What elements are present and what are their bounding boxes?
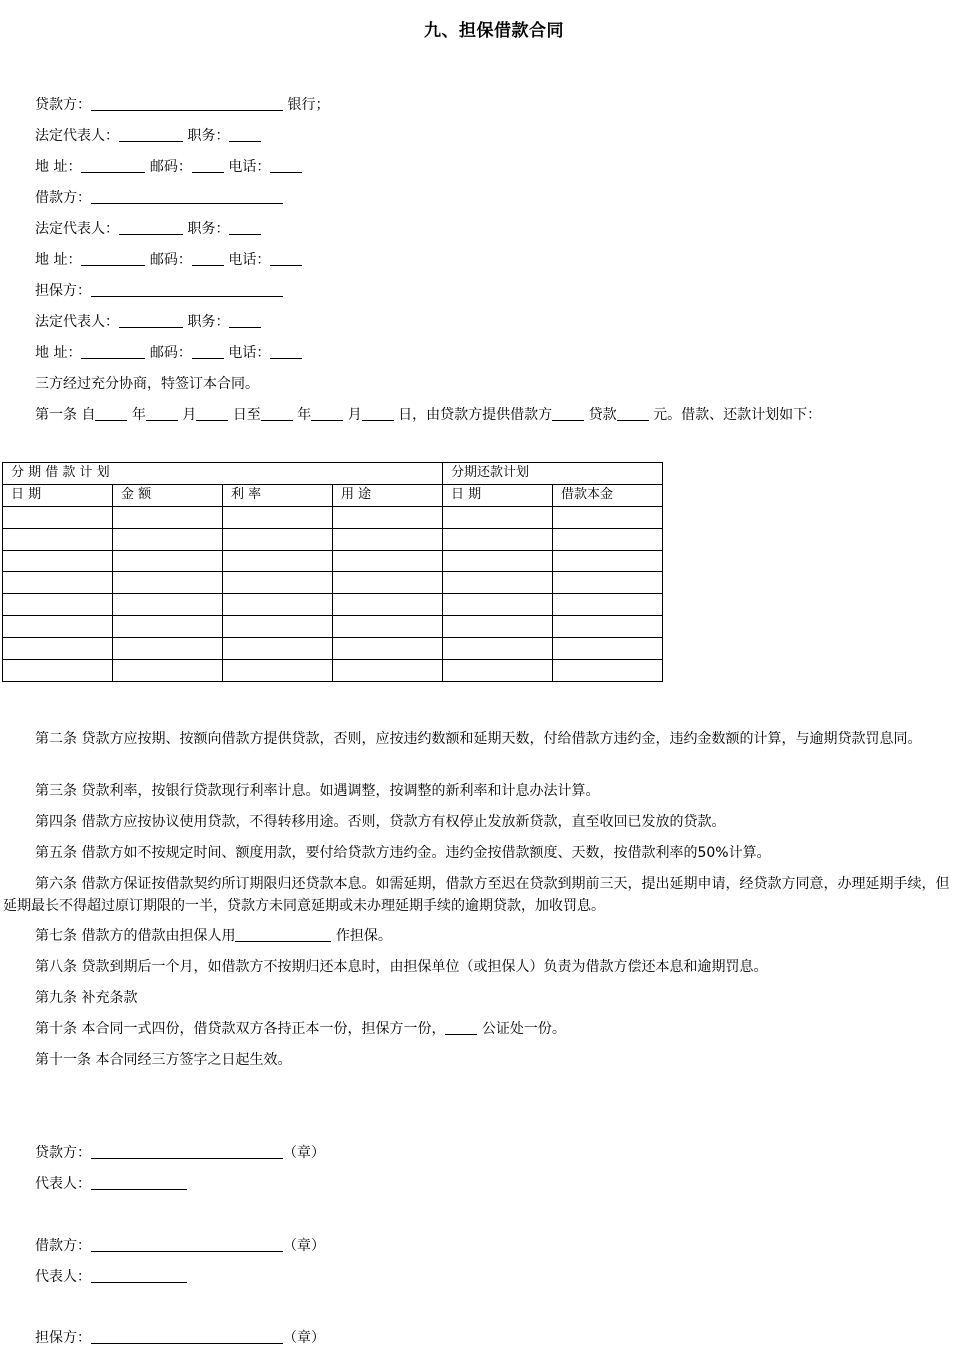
phone-blank — [270, 250, 302, 266]
lender-address-line — [35, 157, 302, 177]
loan-schedule-table — [2, 462, 663, 682]
legal-rep-blank — [119, 219, 183, 235]
position-label: 职务： — [187, 128, 230, 144]
guarantor-blank — [91, 281, 283, 297]
group-header-repay-plan: 分期还款计划 — [443, 463, 663, 485]
seal-label: （章） — [283, 1145, 325, 1161]
table-row — [3, 528, 663, 550]
table-row — [3, 572, 663, 594]
table-cell — [113, 660, 223, 682]
blank — [146, 405, 178, 421]
table-cell — [113, 594, 223, 616]
table-column-header-row — [3, 484, 663, 506]
legal-rep-blank — [119, 126, 183, 142]
address-blank — [81, 250, 145, 266]
phone-blank — [270, 157, 302, 173]
bank-suffix: 银行； — [287, 97, 330, 113]
address-label: 地 址： — [35, 252, 82, 268]
group-header-borrow-plan: 分 期 借 款 计 划 — [3, 463, 443, 485]
table-cell — [113, 638, 223, 660]
clause-11: 第十一条 本合同经三方签字之日起生效。 — [35, 1052, 292, 1068]
lender-label: 贷款方： — [35, 97, 91, 113]
intro-text: 三方经过充分协商，特签订本合同。 — [35, 376, 259, 392]
page-title: 九、担保借款合同 — [424, 21, 564, 41]
table-cell — [553, 506, 663, 528]
table-row — [3, 506, 663, 528]
column-header: 用 途 — [333, 484, 443, 506]
column-header: 日 期 — [443, 484, 553, 506]
table-cell — [443, 638, 553, 660]
table-cell — [553, 572, 663, 594]
position-label: 职务： — [187, 314, 230, 330]
year-label: 年 — [297, 407, 312, 423]
address-blank — [81, 343, 145, 359]
signature-blank — [91, 1174, 187, 1190]
guarantor-label: 担保方： — [35, 283, 91, 299]
legal-rep-blank — [119, 312, 183, 328]
table-cell — [333, 550, 443, 572]
lender-sign-label: 贷款方： — [35, 1145, 91, 1161]
table-cell — [333, 528, 443, 550]
borrower-rep-line — [35, 219, 261, 239]
table-cell — [113, 616, 223, 638]
table-cell — [3, 572, 113, 594]
notary-blank — [445, 1019, 477, 1035]
clause-1 — [35, 405, 821, 425]
representative-label: 代表人： — [35, 1269, 91, 1285]
table-cell — [553, 550, 663, 572]
table-cell — [3, 660, 113, 682]
clause-1-head: 第一条 自 — [35, 407, 96, 423]
borrower-line — [35, 188, 283, 208]
phone-blank — [270, 343, 302, 359]
table-cell — [223, 616, 333, 638]
table-row — [3, 660, 663, 682]
day-to-label: 日至 — [232, 407, 261, 423]
table-group-header-row — [3, 463, 663, 485]
lender-signature-line — [35, 1143, 325, 1163]
clause-2: 第二条 贷款方应按期、按额向借款方提供贷款，否则，应按违约数额和延期天数，付给借款方违约金，违约金数额的计算，与逾期贷款罚息同。 — [35, 731, 922, 747]
clause-8: 第八条 贷款到期后一个月，如借款方不按期归还本息时，由担保单位（或担保人）负责为借款方偿还本息和逾期罚息。 — [35, 959, 768, 975]
column-header: 利 率 — [223, 484, 333, 506]
month-label: 月 — [347, 407, 362, 423]
collateral-blank — [235, 926, 331, 942]
table-cell — [443, 660, 553, 682]
table-cell — [443, 594, 553, 616]
borrower-address-line — [35, 250, 302, 270]
year-label: 年 — [131, 407, 146, 423]
clause-3: 第三条 贷款利率，按银行贷款现行利率计息。如遇调整，按调整的新利率和计息办法计算。 — [35, 783, 600, 799]
signature-blank — [91, 1236, 283, 1252]
zip-blank — [192, 250, 224, 266]
borrower-rep-signature-line — [35, 1267, 187, 1287]
borrower-label: 借款方： — [35, 190, 91, 206]
blank — [261, 405, 293, 421]
seal-label: （章） — [283, 1330, 325, 1346]
representative-label: 代表人： — [35, 1176, 91, 1192]
clause-7-tail: 作担保。 — [335, 928, 392, 944]
table-cell — [113, 506, 223, 528]
signature-blank — [91, 1328, 283, 1344]
clause-10-tail: 公证处一份。 — [481, 1021, 566, 1037]
legal-rep-label: 法定代表人： — [35, 128, 119, 144]
table-cell — [443, 572, 553, 594]
yuan-label: 元。借款、还款计划如下： — [653, 407, 822, 423]
lender-rep-line — [35, 126, 261, 146]
column-header: 日 期 — [3, 484, 113, 506]
table-cell — [333, 616, 443, 638]
table-cell — [333, 572, 443, 594]
table-cell — [443, 528, 553, 550]
table-cell — [223, 594, 333, 616]
table-cell — [3, 528, 113, 550]
address-label: 地 址： — [35, 159, 82, 175]
table-cell — [3, 506, 113, 528]
table-cell — [553, 528, 663, 550]
position-blank — [229, 312, 261, 328]
guarantor-sign-label: 担保方： — [35, 1330, 91, 1346]
clause-6: 第六条 借款方保证按借款契约所订期限归还贷款本息。如需延期，借款方至迟在贷款到期前三天，提出延期申请，经贷款方同意，办理延期手续，但延期最长不得超过原订期限的一半，贷款方未同意延期或未办理延期手续的逾期贷款，加收罚息。 — [3, 876, 950, 914]
table-cell — [113, 572, 223, 594]
guarantor-rep-line — [35, 312, 261, 332]
table-cell — [113, 550, 223, 572]
table-row — [3, 550, 663, 572]
clause-10-head: 第十条 本合同一式四份，借贷款双方各持正本一份，担保方一份， — [35, 1021, 446, 1037]
table-cell — [443, 550, 553, 572]
clause-7-head: 第七条 借款方的借款由担保人用 — [35, 928, 236, 944]
column-header: 金 额 — [113, 484, 223, 506]
blank — [196, 405, 228, 421]
borrower-blank — [91, 188, 283, 204]
zip-label: 邮码： — [149, 159, 192, 175]
column-header: 借款本金 — [553, 484, 663, 506]
table-cell — [553, 594, 663, 616]
table-cell — [333, 660, 443, 682]
table-cell — [333, 594, 443, 616]
address-blank — [81, 157, 145, 173]
blank — [95, 405, 127, 421]
blank — [617, 405, 649, 421]
lender-rep-signature-line — [35, 1174, 187, 1194]
zip-label: 邮码： — [149, 252, 192, 268]
table-row — [3, 594, 663, 616]
table-cell — [3, 594, 113, 616]
position-blank — [229, 219, 261, 235]
blank — [362, 405, 394, 421]
table-row — [3, 638, 663, 660]
table-cell — [3, 638, 113, 660]
table-cell — [333, 638, 443, 660]
zip-label: 邮码： — [149, 345, 192, 361]
clause-5: 第五条 借款方如不按规定时间、额度用款，要付给贷款方违约金。违约金按借款额度、天数，按借款利率的50%计算。 — [35, 845, 771, 861]
borrower-signature-line — [35, 1236, 325, 1256]
clause-4: 第四条 借款方应按协议使用贷款，不得转移用途。否则，贷款方有权停止发放新贷款，直至收回已发放的贷款。 — [35, 814, 726, 830]
table-cell — [223, 572, 333, 594]
zip-blank — [192, 157, 224, 173]
clause-10 — [35, 1019, 566, 1039]
guarantor-signature-line — [35, 1328, 325, 1348]
phone-label: 电话： — [228, 252, 271, 268]
lender-line — [35, 95, 329, 115]
blank — [552, 405, 584, 421]
table-cell — [223, 506, 333, 528]
blank — [311, 405, 343, 421]
guarantor-line — [35, 281, 283, 301]
loan-label: 贷款 — [588, 407, 617, 423]
zip-blank — [192, 343, 224, 359]
borrower-sign-label: 借款方： — [35, 1238, 91, 1254]
table-cell — [443, 616, 553, 638]
table-cell — [553, 660, 663, 682]
table-cell — [223, 528, 333, 550]
clause-7 — [35, 926, 392, 946]
address-label: 地 址： — [35, 345, 82, 361]
table-cell — [553, 616, 663, 638]
table-cell — [333, 506, 443, 528]
table-cell — [443, 506, 553, 528]
position-blank — [229, 126, 261, 142]
table-cell — [223, 660, 333, 682]
position-label: 职务： — [187, 221, 230, 237]
table-row — [3, 616, 663, 638]
table-cell — [553, 638, 663, 660]
month-label: 月 — [182, 407, 197, 423]
day-label: 日，由贷款方提供借款方 — [398, 407, 553, 423]
lender-blank — [91, 95, 283, 111]
signature-blank — [91, 1143, 283, 1159]
table-cell — [113, 528, 223, 550]
table-cell — [223, 550, 333, 572]
phone-label: 电话： — [228, 345, 271, 361]
clause-9: 第九条 补充条款 — [35, 990, 138, 1006]
table-cell — [223, 638, 333, 660]
phone-label: 电话： — [228, 159, 271, 175]
seal-label: （章） — [283, 1238, 325, 1254]
guarantor-address-line — [35, 343, 302, 363]
table-cell — [3, 550, 113, 572]
table-cell — [3, 616, 113, 638]
legal-rep-label: 法定代表人： — [35, 221, 119, 237]
signature-blank — [91, 1267, 187, 1283]
legal-rep-label: 法定代表人： — [35, 314, 119, 330]
